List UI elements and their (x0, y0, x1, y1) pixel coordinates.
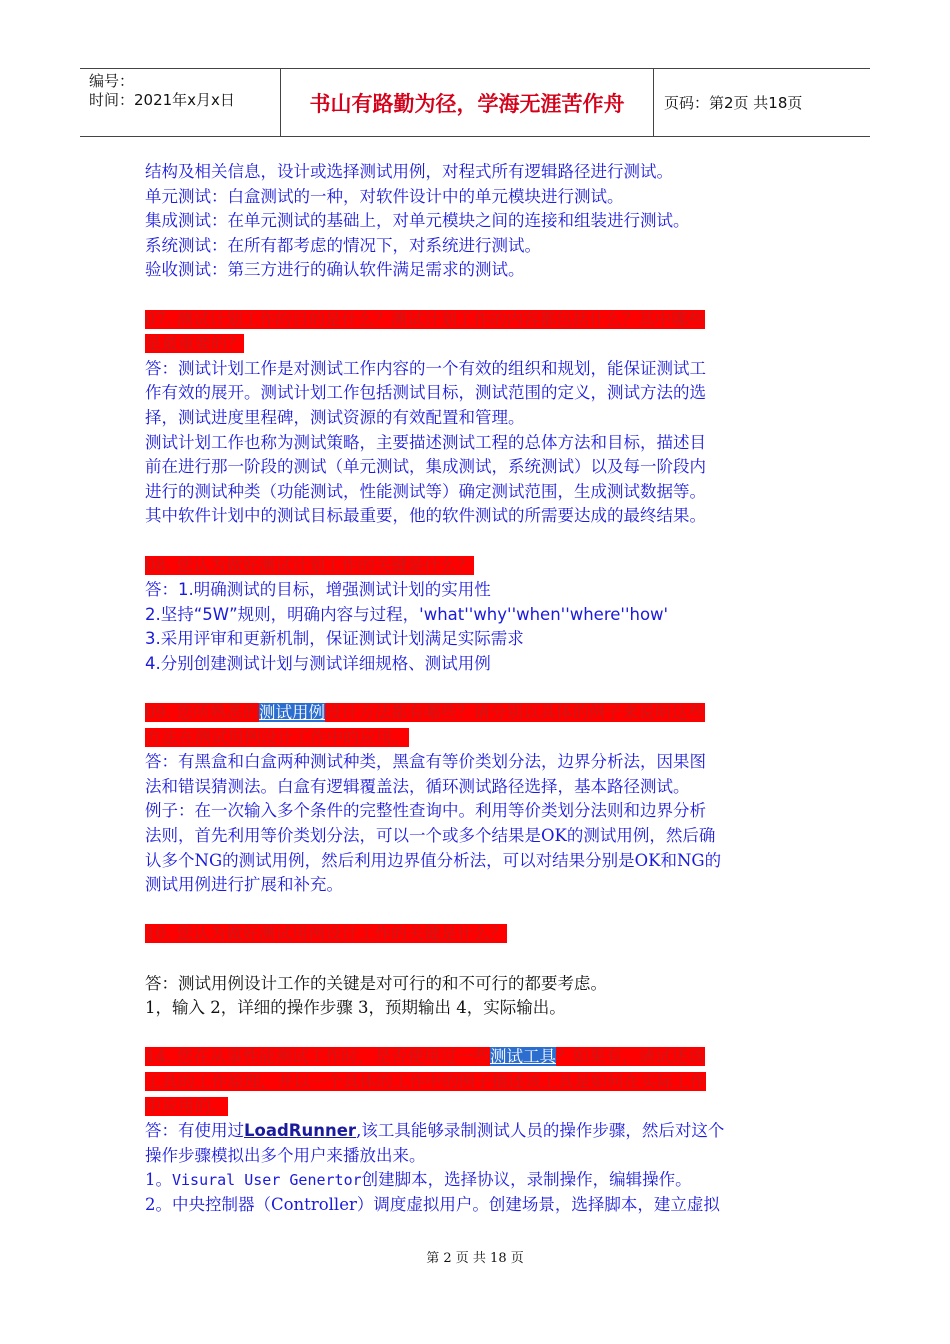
question-07 (145, 308, 805, 333)
answer-line: 测试计划工作也称为测试策略，主要描述测试工程的总体方法和目标，描述目 (145, 432, 706, 452)
page-footer: 第 2 页 共 18 页 (426, 1251, 524, 1266)
answer-line: 答：1.明确测试的目标，增强测试计划的实用性 (145, 580, 491, 600)
answer-line: 法和错误猜测法。白盒有逻辑覆盖法，循环测试路径选择，基本路径测试。 (145, 776, 690, 796)
question-highlight: 09. 您所熟悉的测试用例设计方法都有哪些？请分别以具体的例子来说明这些 (145, 703, 705, 723)
answer-line: 1。Visural User Genertor创建脚本，选择协议，录制操作，编辑操作。 (145, 1170, 692, 1190)
answer-line: 答：测试计划工作是对测试工作内容的一个有效的组织和规划，能保证测试工 (145, 358, 706, 378)
question-08 (145, 554, 805, 579)
header-motto: 书山有路勤为径，学海无涯苦作舟 (281, 69, 654, 136)
body-line: 验收测试：第三方进行的确认软件满足需求的测试。 (145, 260, 525, 280)
question-highlight: 中应用的。 (145, 1096, 228, 1116)
question-14 (145, 1045, 805, 1070)
question-highlight: 14. 您在从事性能测试工作时，是否使用过一些测试工具？如果有，请试述该 (145, 1047, 705, 1067)
test-case-link[interactable]: 测试用例 (259, 703, 325, 723)
document-number-label: 编号： (89, 72, 135, 90)
body-line: 集成测试：在单元测试的基础上，对单元模块之间的连接和组装进行测试。 (145, 211, 690, 231)
question-09 (145, 701, 805, 726)
answer-line: 择，测试进度里程碑，测试资源的有效配置和管理。 (145, 407, 525, 427)
answer-line: 操作步骤模拟出多个用户来播放出来。 (145, 1145, 426, 1165)
header-meta (80, 69, 281, 136)
answer-line: 其中软件计划中的测试目标最重要，他的软件测试的所需要达成的最终结果。 (145, 506, 706, 526)
document-time-label: 时间：2021年x月x日 (89, 91, 235, 109)
header-page-code: 页码：第2页 共18页 (664, 94, 803, 112)
answer-line: 1，输入 2，详细的操作步骤 3，预期输出 4，实际输出。 (145, 998, 566, 1018)
answer-line: 作有效的展开。测试计划工作包括测试目标，测试范围的定义，测试方法的选 (145, 383, 706, 403)
answer-line: 认多个NG的测试用例，然后利用边界值分析法，可以对结果分别是OK和NG的 (145, 850, 722, 870)
question-highlight: 方法在测试用例设计工作中的应用。 (145, 727, 409, 747)
answer-line: 进行的测试种类（功能测试，性能测试等）确定测试范围，生成测试数据等。 (145, 481, 706, 501)
answer-line: 测试用例进行扩展和补充。 (145, 875, 343, 895)
question-highlight: 07. 测试计划工作的目的是什么？测试计划工作的内容都包括什么？其中哪些 (145, 309, 705, 329)
answer-line: 答：有使用过LoadRunner,该工具能够录制测试人员的操作步骤，然后对这个 (145, 1121, 725, 1141)
page-header (80, 68, 870, 137)
body-line: 系统测试：在所有都考虑的情况下，对系统进行测试。 (145, 235, 541, 255)
answer-line: 例子：在一次输入多个条件的完整性查询中。利用等价类划分法则和边界分析 (145, 801, 706, 821)
answer-line: 前在进行那一阶段的测试（单元测试，集成测试，系统测试）以及每一阶段内 (145, 457, 706, 477)
question-highlight: 10. 您认为做好测试用例设计工作的关键是什么？ (145, 924, 507, 944)
answer-line: 3.采用评审和更新机制，保证测试计划满足实际需求 (145, 629, 524, 649)
loadrunner-link[interactable]: LoadRunner (244, 1121, 357, 1141)
answer-line: 答：有黑盒和白盒两种测试种类，黑盒有等价类划分法，边界分析法，因果图 (145, 752, 706, 772)
answer-line: 答：测试用例设计工作的关键是对可行的和不可行的都要考虑。 (145, 973, 607, 993)
question-highlight: 工具的工作原理，并以一个具体的工作中的例子描述该工具是如何在实际工作 (145, 1071, 706, 1091)
answer-line: 4.分别创建测试计划与测试详细规格、测试用例 (145, 653, 491, 673)
document-body (145, 160, 805, 1218)
body-line: 单元测试：白盒测试的一种，对软件设计中的单元模块进行测试。 (145, 186, 624, 206)
answer-line: 法则，首先利用等价类划分法，可以一个或多个结果是OK的测试用例，然后确 (145, 826, 716, 846)
test-tool-link[interactable]: 测试工具 (490, 1047, 556, 1067)
question-highlight: 08. 您认为做好测试计划工作的关键是什么？ (145, 555, 474, 575)
body-line: 结构及相关信息，设计或选择测试用例，对程式所有逻辑路径进行测试。 (145, 162, 673, 181)
question-10 (145, 922, 805, 947)
question-highlight: 是最重要的？ (145, 334, 244, 354)
answer-line: 2。中央控制器（Controller）调度虚拟用户。创建场景，选择脚本，建立虚拟 (145, 1194, 720, 1214)
answer-line: 2.坚持“5W”规则，明确内容与过程，'what''why''when''where''how' (145, 604, 669, 624)
